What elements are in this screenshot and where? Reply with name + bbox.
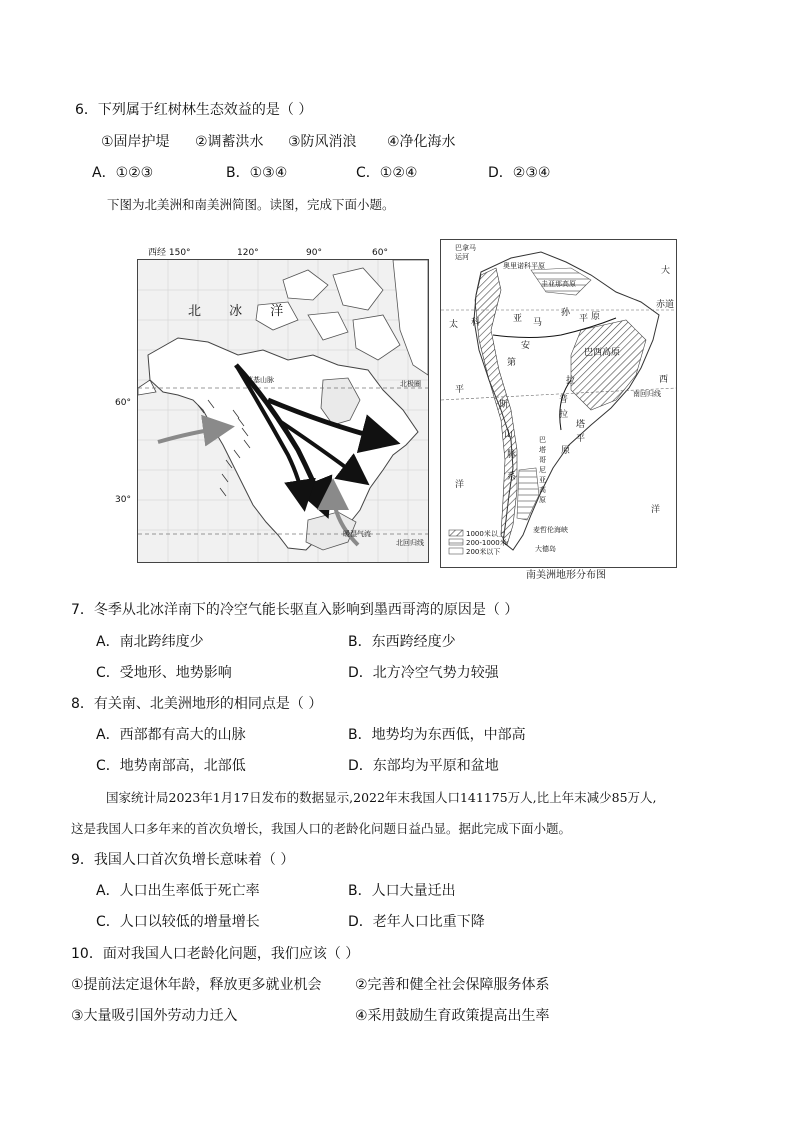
legend-below-200: 200米以下 <box>466 548 501 556</box>
lon-90: 90° <box>306 248 322 258</box>
q7-option-a: A．南北跨纬度少 <box>96 634 204 650</box>
lon-60: 60° <box>372 248 388 258</box>
lon-120: 120° <box>237 248 259 258</box>
q6-item-2: ②调蓄洪水 <box>195 134 264 150</box>
laplata-label-a: 拉 <box>566 376 576 386</box>
legend-above-1000: 1000米以上 <box>466 530 505 538</box>
q8-option-c: C．地势南部高，北部低 <box>96 758 246 774</box>
laplata-label-f: 原 <box>561 446 571 456</box>
laplata-label-e: 平 <box>576 434 586 444</box>
south-america-caption: 南美洲地形分布图 <box>526 570 606 581</box>
atlantic-label-1: 大 <box>661 266 671 276</box>
q6-option-a: A．①②③ <box>92 165 154 181</box>
island-label: 大德岛 <box>535 545 556 553</box>
pacific-label-2: 平 <box>455 385 465 395</box>
lat-30: 30° <box>115 495 131 505</box>
amazon-label-d: 平 <box>579 314 589 324</box>
q9-stem: 9．我国人口首次负增长意味着（ ） <box>71 852 295 868</box>
amazon-label-a: 亚 <box>513 314 523 324</box>
q9-option-d: D．老年人口比重下降 <box>348 914 485 930</box>
q6-item-4: ④净化海水 <box>387 134 456 150</box>
brazil-highlands-label: 巴西高原 <box>584 348 621 358</box>
tropic-south-label: 南回归线 <box>633 390 661 398</box>
q6-option-d: D．②③④ <box>488 165 551 181</box>
pacific-label-mid: 科 <box>471 318 481 328</box>
q10-item-2: ②完善和健全社会保障服务体系 <box>355 977 550 993</box>
laplata-label-c: 拉 <box>559 410 569 420</box>
intro-maps: 下图为北美洲和南美洲简图。读图，完成下面小题。 <box>107 197 395 212</box>
amazon-label-e: 原 <box>591 312 601 322</box>
amazon-label-b: 马 <box>533 318 543 328</box>
andes-label-e: 脉 <box>507 450 517 460</box>
patagonia-label-c: 哥 <box>539 456 546 464</box>
pacific-label-3: 洋 <box>455 480 465 490</box>
q7-option-b: B．东西跨经度少 <box>348 634 456 650</box>
canal-label: 运河 <box>455 253 469 261</box>
laplata-label-b: 普 <box>559 395 569 405</box>
q10-item-3: ③大量吸引国外劳动力迁入 <box>71 1008 238 1024</box>
patagonia-label-b: 塔 <box>539 446 546 454</box>
south-america-map <box>440 239 677 568</box>
warm-humid-airflow-label: 暖湿气流 <box>343 530 371 538</box>
q8-option-b: B．地势均为东西低，中部高 <box>348 727 526 743</box>
north-america-map <box>137 259 429 563</box>
atlantic-label-2: 西 <box>659 375 669 385</box>
q7-option-d: D．北方冷空气势力较强 <box>348 665 499 681</box>
q9-option-c: C．人口以较低的增量增长 <box>96 914 260 930</box>
orinoco-label: 奥里诺科平原 <box>503 262 545 270</box>
q6-option-b: B．①③④ <box>226 165 288 181</box>
q10-item-1: ①提前法定退休年龄，释放更多就业机会 <box>71 977 322 993</box>
laplata-label-d: 塔 <box>576 420 586 430</box>
legend-200-1000: 200-1000米 <box>466 539 507 547</box>
andes-label-b: 第 <box>507 358 517 368</box>
atlantic-label-3: 洋 <box>651 505 661 515</box>
equator-label: 赤道 <box>656 300 675 310</box>
panama-label: 巴拿马 <box>455 244 476 252</box>
tropic-label: 北回归线 <box>396 539 424 547</box>
arctic-circle-label: 北极圈 <box>400 380 421 388</box>
patagonia-label-d: 尼 <box>539 466 546 474</box>
intro-population-line2: 这是我国人口多年来的首次负增长，我国人口的老龄化问题日益凸显。据此完成下面小题。 <box>71 821 572 836</box>
lon-150: 西经 150° <box>148 248 191 258</box>
q10-item-4: ④采用鼓励生育政策提高出生率 <box>355 1008 550 1024</box>
q8-option-d: D．东部均为平原和盆地 <box>348 758 499 774</box>
patagonia-label-f: 高 <box>539 486 546 494</box>
q6-item-3: ③防风消浪 <box>288 134 357 150</box>
rocky-mountains-label: 落基山脉 <box>246 376 274 384</box>
arctic-ocean-label: 北 冰 洋 <box>188 304 296 319</box>
patagonia-label-g: 原 <box>539 496 546 504</box>
andes-label-d: 山 <box>504 430 514 440</box>
q10-stem: 10．面对我国人口老龄化问题，我们应该（ ） <box>71 946 360 962</box>
q9-option-b: B．人口大量迁出 <box>348 883 456 899</box>
amazon-label-c: 孙 <box>561 308 571 318</box>
andes-label-a: 安 <box>521 341 531 351</box>
north-america-map-figure <box>112 243 430 573</box>
q6-option-c: C．①②④ <box>356 165 418 181</box>
q6-item-1: ①固岸护堤 <box>101 134 170 150</box>
guiana-label: 圭亚那高原 <box>541 280 576 288</box>
andes-label-c: 斯 <box>499 400 509 410</box>
andes-label-f: 系 <box>507 472 517 482</box>
south-america-map-figure <box>440 239 677 584</box>
intro-population-line1: 国家统计局2023年1月17日发布的数据显示,2022年末我国人口141175万人,比上年末减少85万人, <box>106 790 657 805</box>
q8-option-a: A．西部都有高大的山脉 <box>96 727 246 743</box>
lat-60: 60° <box>115 398 131 408</box>
q7-stem: 7．冬季从北冰洋南下的冷空气能长驱直入影响到墨西哥湾的原因是（ ） <box>71 602 519 618</box>
q6-stem: 6．下列属于红树林生态效益的是（ ） <box>75 102 313 118</box>
strait-label: 麦哲伦海峡 <box>533 526 568 534</box>
q9-option-a: A．人口出生率低于死亡率 <box>96 883 260 899</box>
patagonia-label-a: 巴 <box>539 436 546 444</box>
patagonia-label-e: 亚 <box>539 476 546 484</box>
q7-option-c: C．受地形、地势影响 <box>96 665 232 681</box>
pacific-label-1: 太 <box>449 320 459 330</box>
q8-stem: 8．有关南、北美洲地形的相同点是（ ） <box>71 696 323 712</box>
